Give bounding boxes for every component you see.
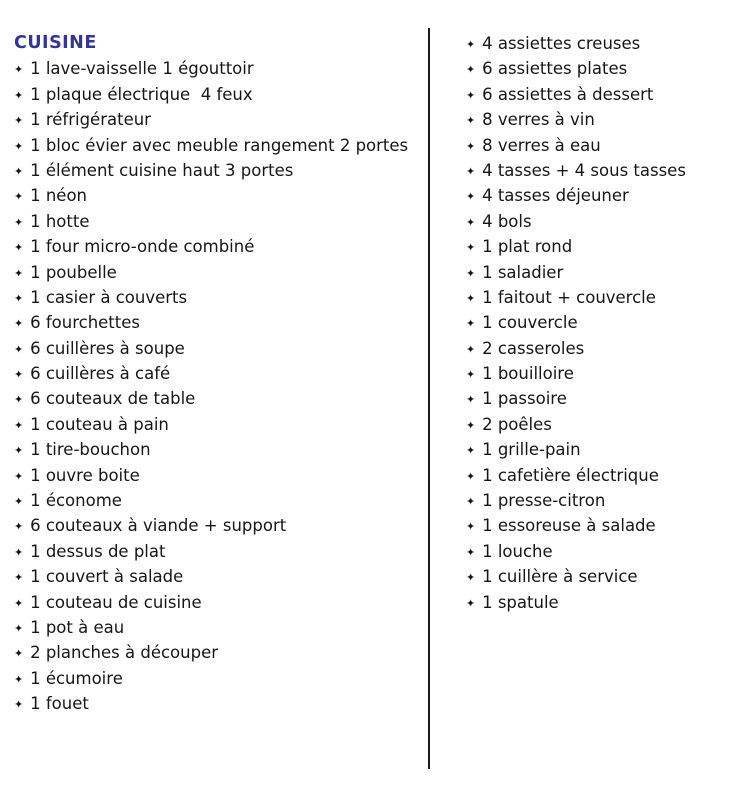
diamond-bullet-icon: ✦ (466, 215, 476, 229)
list-item (466, 107, 738, 132)
list-item-text: 4 tasses déjeuner (482, 186, 629, 206)
list-item-text: 1 couteau de cuisine (30, 592, 202, 612)
list-item (14, 56, 420, 81)
list-item (466, 539, 738, 564)
diamond-bullet-icon: ✦ (466, 444, 476, 458)
list-item (466, 31, 738, 56)
list-item (466, 437, 738, 462)
diamond-bullet-icon: ✦ (14, 342, 24, 356)
list-item (14, 615, 420, 640)
diamond-bullet-icon: ✦ (466, 418, 476, 432)
list-item (466, 82, 738, 107)
list-item (14, 488, 420, 513)
list-item (14, 336, 420, 361)
list-item-text: 1 néon (30, 186, 87, 206)
diamond-bullet-icon: ✦ (14, 469, 24, 483)
diamond-bullet-icon: ✦ (14, 241, 24, 255)
diamond-bullet-icon: ✦ (466, 596, 476, 610)
diamond-bullet-icon: ✦ (14, 164, 24, 178)
list-item-text: 1 élément cuisine haut 3 portes (30, 160, 294, 180)
list-item-text: 1 saladier (482, 262, 564, 282)
diamond-bullet-icon: ✦ (14, 139, 24, 153)
list-item-text: 1 couvercle (482, 313, 578, 333)
list-item-text: 1 réfrigérateur (30, 110, 151, 130)
page-title: CUISINE (14, 33, 97, 53)
list-item (466, 310, 738, 335)
list-item (466, 158, 738, 183)
list-item (466, 209, 738, 234)
diamond-bullet-icon: ✦ (466, 571, 476, 585)
diamond-bullet-icon: ✦ (466, 190, 476, 204)
diamond-bullet-icon: ✦ (466, 545, 476, 559)
list-item-text: 1 dessus de plat (30, 541, 166, 561)
list-item (466, 234, 738, 259)
diamond-bullet-icon: ✦ (466, 469, 476, 483)
list-item-text: 1 four micro-onde combiné (30, 237, 255, 257)
list-item-text: 1 passoire (482, 389, 567, 409)
list-item-text: 4 tasses + 4 sous tasses (482, 160, 686, 180)
list-item (14, 183, 420, 208)
diamond-bullet-icon: ✦ (466, 114, 476, 128)
diamond-bullet-icon: ✦ (466, 266, 476, 280)
list-item (466, 361, 738, 386)
list-item (14, 640, 420, 665)
diamond-bullet-icon: ✦ (466, 495, 476, 509)
diamond-bullet-icon: ✦ (466, 342, 476, 356)
diamond-bullet-icon: ✦ (14, 672, 24, 686)
diamond-bullet-icon: ✦ (14, 495, 24, 509)
diamond-bullet-icon: ✦ (466, 241, 476, 255)
list-item (14, 539, 420, 564)
diamond-bullet-icon: ✦ (466, 317, 476, 331)
list-item-text: 2 planches à découper (30, 643, 218, 663)
diamond-bullet-icon: ✦ (14, 368, 24, 382)
list-item-text: 1 plaque électrique 4 feux (30, 84, 253, 104)
diamond-bullet-icon: ✦ (14, 647, 24, 661)
list-item (466, 285, 738, 310)
list-item-text: 1 économe (30, 491, 122, 511)
list-item (14, 285, 420, 310)
list-item-text: 2 casseroles (482, 338, 585, 358)
list-item-text: 1 louche (482, 541, 553, 561)
diamond-bullet-icon: ✦ (14, 622, 24, 635)
list-item (14, 82, 420, 107)
list-item-text: 6 cuillères à café (30, 364, 171, 384)
list-item-text: 1 faitout + couvercle (482, 287, 656, 307)
list-item-text: 1 cafetière électrique (482, 465, 659, 485)
list-item-text: 1 fouet (30, 694, 89, 714)
list-item (14, 310, 420, 335)
list-item-text: 6 fourchettes (30, 313, 140, 333)
diamond-bullet-icon: ✦ (14, 393, 24, 407)
list-item-text: 1 ouvre boite (30, 465, 140, 485)
left-item-list (14, 56, 420, 716)
diamond-bullet-icon: ✦ (14, 215, 24, 229)
list-item-text: 8 verres à eau (482, 135, 601, 155)
diamond-bullet-icon: ✦ (14, 266, 24, 280)
diamond-bullet-icon: ✦ (466, 38, 476, 51)
list-item (466, 386, 738, 411)
list-item-text: 6 cuillères à soupe (30, 338, 185, 358)
diamond-bullet-icon: ✦ (14, 291, 24, 305)
diamond-bullet-icon: ✦ (466, 88, 476, 102)
list-item-text: 6 couteaux à viande + support (30, 516, 287, 536)
list-item (14, 691, 420, 716)
diamond-bullet-icon: ✦ (14, 520, 24, 534)
list-item-text: 1 plat rond (482, 237, 573, 257)
list-item (466, 463, 738, 488)
list-item-text: 4 assiettes creuses (482, 34, 641, 53)
list-item (466, 564, 738, 589)
list-item (466, 56, 738, 81)
list-item (14, 412, 420, 437)
list-item (466, 412, 738, 437)
diamond-bullet-icon: ✦ (466, 520, 476, 534)
list-item-text: 4 bols (482, 211, 532, 231)
diamond-bullet-icon: ✦ (466, 291, 476, 305)
list-item (466, 183, 738, 208)
list-item-text: 1 casier à couverts (30, 287, 188, 307)
list-item-text: 1 couteau à pain (30, 414, 169, 434)
list-item-text: 1 poubelle (30, 262, 117, 282)
diamond-bullet-icon: ✦ (14, 114, 24, 128)
left-column (14, 31, 420, 717)
list-item (14, 361, 420, 386)
list-item (14, 437, 420, 462)
list-item-text: 6 assiettes plates (482, 59, 628, 79)
list-item (14, 666, 420, 691)
diamond-bullet-icon: ✦ (466, 63, 476, 77)
list-item (14, 463, 420, 488)
list-item (14, 386, 420, 411)
list-item (466, 336, 738, 361)
diamond-bullet-icon: ✦ (14, 444, 24, 458)
list-item (466, 488, 738, 513)
list-item-text: 6 assiettes à dessert (482, 84, 654, 104)
diamond-bullet-icon: ✦ (466, 164, 476, 178)
list-item (14, 234, 420, 259)
list-item-text: 8 verres à vin (482, 110, 595, 130)
right-item-list (466, 31, 738, 615)
list-item-text: 2 poêles (482, 414, 552, 434)
list-item (14, 260, 420, 285)
list-item-text: 1 presse-citron (482, 491, 606, 511)
column-divider-line (428, 28, 430, 769)
right-column (466, 31, 738, 615)
list-item (14, 564, 420, 589)
list-item (14, 513, 420, 538)
diamond-bullet-icon: ✦ (466, 368, 476, 382)
list-item (466, 133, 738, 158)
diamond-bullet-icon: ✦ (14, 698, 24, 712)
diamond-bullet-icon: ✦ (466, 139, 476, 153)
diamond-bullet-icon: ✦ (14, 317, 24, 331)
list-item (14, 158, 420, 183)
diamond-bullet-icon: ✦ (466, 393, 476, 407)
list-item (466, 590, 738, 615)
list-item (466, 513, 738, 538)
list-item-text: 1 bloc évier avec meuble rangement 2 portes (30, 135, 409, 155)
list-item (14, 209, 420, 234)
diamond-bullet-icon: ✦ (14, 88, 24, 102)
list-item-text: 1 pot à eau (30, 618, 125, 637)
list-item-text: 1 couvert à salade (30, 567, 184, 587)
list-item-text: 1 essoreuse à salade (482, 516, 656, 536)
diamond-bullet-icon: ✦ (14, 63, 24, 77)
list-item-text: 1 cuillère à service (482, 567, 638, 587)
diamond-bullet-icon: ✦ (14, 545, 24, 559)
list-item-text: 1 tire-bouchon (30, 440, 151, 460)
diamond-bullet-icon: ✦ (14, 571, 24, 585)
list-item (466, 260, 738, 285)
list-item (14, 107, 420, 132)
list-item-text: 1 bouilloire (482, 364, 574, 384)
list-item (14, 133, 420, 158)
list-item (14, 590, 420, 615)
list-item-text: 1 grille-pain (482, 440, 581, 460)
list-item-text: 6 couteaux de table (30, 389, 196, 409)
diamond-bullet-icon: ✦ (14, 596, 24, 610)
list-item-text: 1 hotte (30, 211, 90, 231)
diamond-bullet-icon: ✦ (14, 418, 24, 432)
diamond-bullet-icon: ✦ (14, 190, 24, 204)
list-item-text: 1 spatule (482, 592, 559, 612)
list-item-text: 1 lave-vaisselle 1 égouttoir (30, 59, 254, 79)
list-item-text: 1 écumoire (30, 668, 123, 688)
